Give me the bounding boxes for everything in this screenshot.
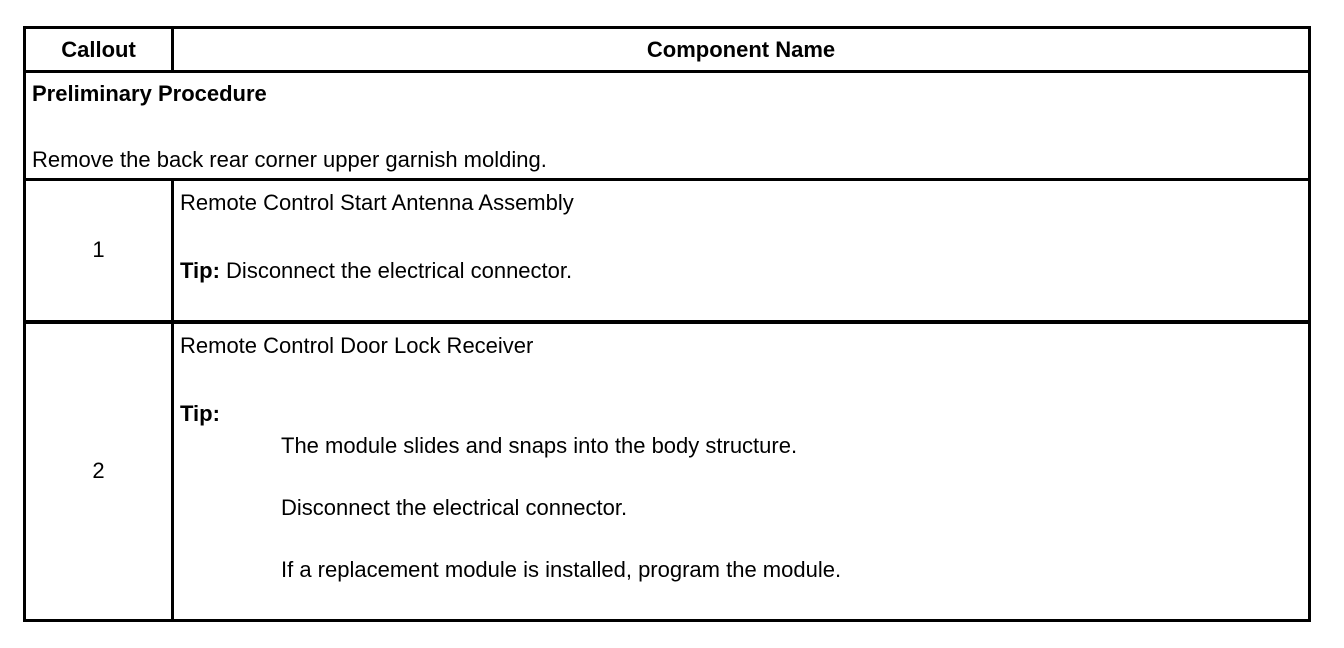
preliminary-procedure-text: Remove the back rear corner upper garnish molding. [32,147,547,172]
step-2-tip-item: The module slides and snaps into the body structure. [281,432,798,458]
step-2-tip-item: If a replacement module is installed, program the module. [281,556,842,582]
step-1-tip [180,258,1308,284]
step-2-tip-list [281,433,1308,583]
preliminary-procedure-title: Preliminary Procedure [32,81,267,106]
step-1-component-name: Remote Control Start Antenna Assembly [180,190,574,215]
step-2-tip-label: Tip: [180,400,220,426]
header-row [25,28,1310,72]
step-1-content [173,180,1310,322]
step-2-tip-item: Disconnect the electrical connector. [281,494,628,520]
procedure-table [23,26,1311,622]
step-2-component-name: Remote Control Door Lock Receiver [180,332,534,358]
step-1-callout: 1 [25,180,173,322]
step-2-callout: 2 [25,322,173,621]
callout-header: Callout [25,28,173,72]
preliminary-procedure-cell [25,72,1310,180]
component-name-header: Component Name [173,28,1310,72]
step-row-1 [25,180,1310,322]
preliminary-procedure-row [25,72,1310,180]
step-row-2 [25,322,1310,621]
step-1-tip-text: Disconnect the electrical connector. [226,258,573,283]
step-1-tip-label: Tip: [180,258,220,283]
step-2-content [173,322,1310,621]
